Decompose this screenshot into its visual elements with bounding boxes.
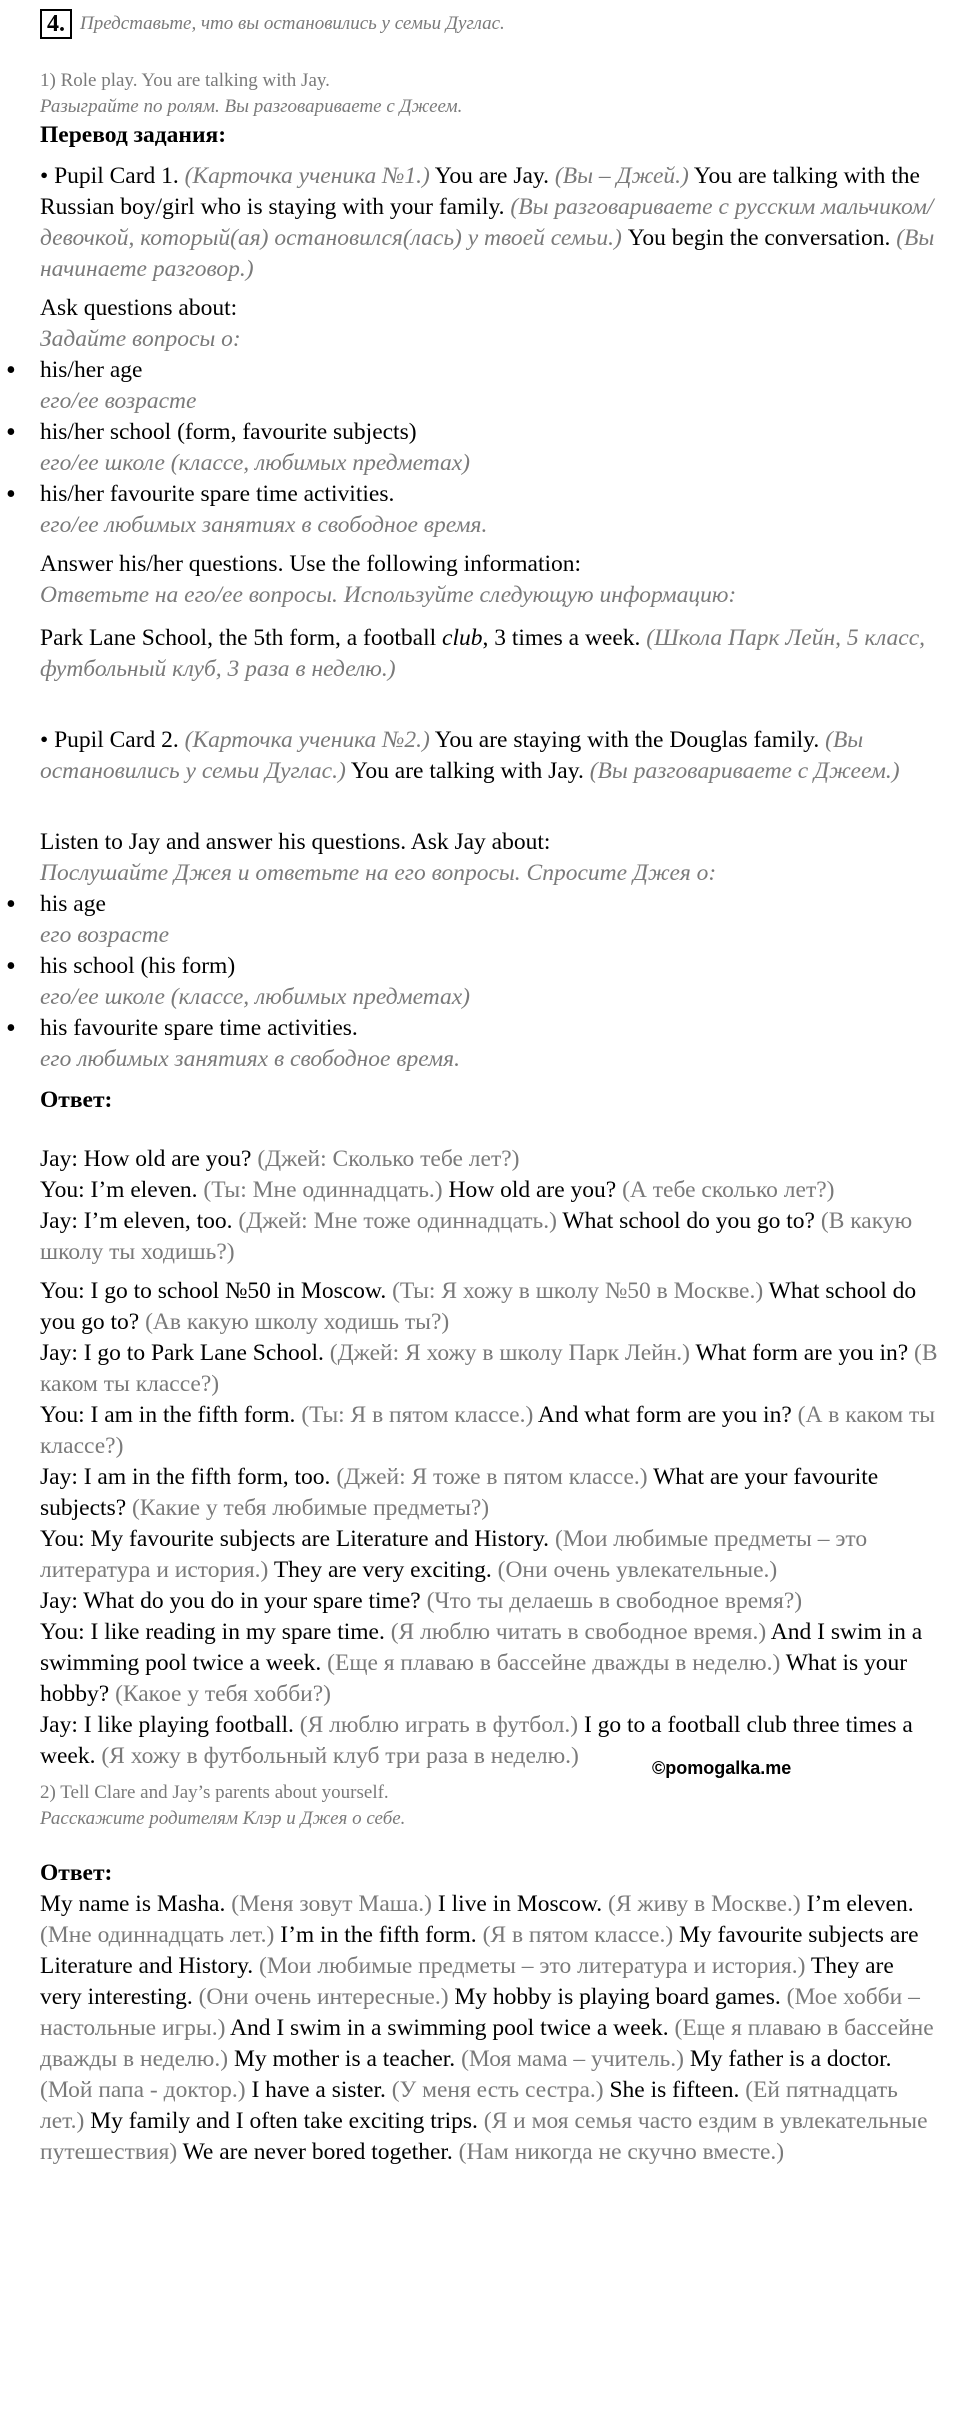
part1-en: 1) Role play. You are talking with Jay. xyxy=(40,70,330,91)
ask2-title-ru: Послушайте Джея и ответьте на его вопросы. Спросите Джея о: xyxy=(40,860,717,886)
ask2-title: Listen to Jay and answer his questions. Ask Jay about: xyxy=(40,829,551,855)
dialogue-line: You: I go to school №50 in Moscow. (Ты: Я хожу в школу №50 в Москве.) What school do you go to? (Ав какую школу ходишь ты?) xyxy=(40,1278,917,1335)
dialogue-line: Jay: I like playing football. (Я люблю играть в футбол.) I go to a football club three times a week. (Я хожу в футбольный клуб три раза в неделю.) xyxy=(40,1712,913,1769)
info-line: Park Lane School, the 5th form, a football club, 3 times a week. (Школа Парк Лейн, 5 класс, футбольный клуб, 3 раза в неделю.) xyxy=(40,625,926,682)
list-item: • his school (his form) его/ее школе (классе, любимых предметах) xyxy=(40,951,940,1013)
task-title: Представьте, что вы остановились у семьи Дуглас. xyxy=(80,13,505,34)
dialogue-line: Jay: I go to Park Lane School. (Джей: Я хожу в школу Парк Лейн.) What form are you in? (В каком ты классе?) xyxy=(40,1340,938,1397)
list-item: • his/her favourite spare time activities. его/ее любимых занятиях в свободное время. xyxy=(40,479,940,541)
task-number: 4. xyxy=(40,9,72,39)
pupil-card-1: • Pupil Card 1. (Карточка ученика №1.) You are Jay. (Вы – Джей.) You are talking with the Russian boy/girl who is staying with your family. (Вы разговариваете с русским мальчиком/девочкой, который(ая) остановился(лась) у твоей семьи.) You begin the conversation. (Вы начинаете разговор.) xyxy=(40,163,935,282)
ask1-list xyxy=(40,355,940,541)
task-header xyxy=(40,6,940,42)
page xyxy=(40,6,940,2168)
ask1-title: Ask questions about: xyxy=(40,295,238,321)
list-item: • his favourite spare time activities. его любимых занятиях в свободное время. xyxy=(40,1013,940,1075)
answer-info-title: Answer his/her questions. Use the following information: xyxy=(40,551,582,577)
list-item: • his age его возрасте xyxy=(40,889,940,951)
part2-ru: Расскажите родителям Клэр и Джея о себе. xyxy=(40,1808,406,1829)
dialogue-line: Jay: I’m eleven, too. (Джей: Мне тоже одиннадцать.) What school do you go to? (В какую школу ты ходишь?) xyxy=(40,1208,913,1265)
dialogue-line: You: My favourite subjects are Literature and History. (Мои любимые предметы – это литература и история.) They are very exciting. (Они очень увлекательные.) xyxy=(40,1526,868,1583)
part1-ru: Разыграйте по ролям. Вы разговариваете с Джеем. xyxy=(40,96,463,117)
translation-heading: Перевод задания: xyxy=(40,122,227,148)
watermark: ©pomogalka.me xyxy=(652,1758,792,1778)
dialogue-line: Jay: How old are you? (Джей: Сколько тебе лет?) xyxy=(40,1146,520,1172)
dialogue-line: Jay: What do you do in your spare time? (Что ты делаешь в свободное время?) xyxy=(40,1588,803,1614)
dialogue xyxy=(40,1144,940,1772)
dialogue-line: You: I like reading in my spare time. (Я люблю читать в свободное время.) And I swim in a swimming pool twice a week. (Еще я плаваю в бассейне дважды в неделю.) What is your hobby? (Какое у тебя хобби?) xyxy=(40,1619,923,1707)
part2-en: 2) Tell Clare and Jay’s parents about yourself. xyxy=(40,1782,389,1803)
list-item: • his/her school (form, favourite subjects) его/ее школе (классе, любимых предметах) xyxy=(40,417,940,479)
answer-info-title-ru: Ответьте на его/ее вопросы. Используйте следующую информацию: xyxy=(40,582,737,608)
story: My name is Masha. (Меня зовут Маша.) I live in Moscow. (Я живу в Москве.) I’m eleven. (Мне одиннадцать лет.) I’m in the fifth form. (Я в пятом классе.) My favourite subjects are Literature and History. (Мои любимые предметы – это литература и история.) They are very interesting. (Они очень интересные.) My hobby is playing board games. (Мое хобби – настольные игры.) And I swim in a swimming pool twice a week. (Еще я плаваю в бассейне дважды в неделю.) My mother is a teacher. (Моя мама – учитель.) My father is a doctor. (Мой папа - доктор.) I have a sister. (У меня есть сестра.) She is fifteen. (Ей пятнадцать лет.) My family and I often take exciting trips. (Я и моя семья часто ездим в увлекательные путешествия) We are never bored together. (Нам никогда не скучно вместе.) xyxy=(40,1891,934,2165)
dialogue-line: You: I am in the fifth form. (Ты: Я в пятом классе.) And what form are you in? (А в каком ты классе?) xyxy=(40,1402,936,1459)
answer2-heading: Ответ: xyxy=(40,1860,113,1886)
pupil-card-2: • Pupil Card 2. (Карточка ученика №2.) You are staying with the Douglas family. (Вы остановились у семьи Дуглас.) You are talking with Jay. (Вы разговариваете с Джеем.) xyxy=(40,727,900,784)
ask2-list xyxy=(40,889,940,1075)
dialogue-line: You: I’m eleven. (Ты: Мне одиннадцать.) How old are you? (А тебе сколько лет?) xyxy=(40,1177,835,1203)
answer-heading: Ответ: xyxy=(40,1087,113,1113)
list-item: • his/her age его/ее возрасте xyxy=(40,355,940,417)
ask1-title-ru: Задайте вопросы о: xyxy=(40,326,241,352)
dialogue-line: Jay: I am in the fifth form, too. (Джей: Я тоже в пятом классе.) What are your favourite subjects? (Какие у тебя любимые предметы?) xyxy=(40,1464,879,1521)
